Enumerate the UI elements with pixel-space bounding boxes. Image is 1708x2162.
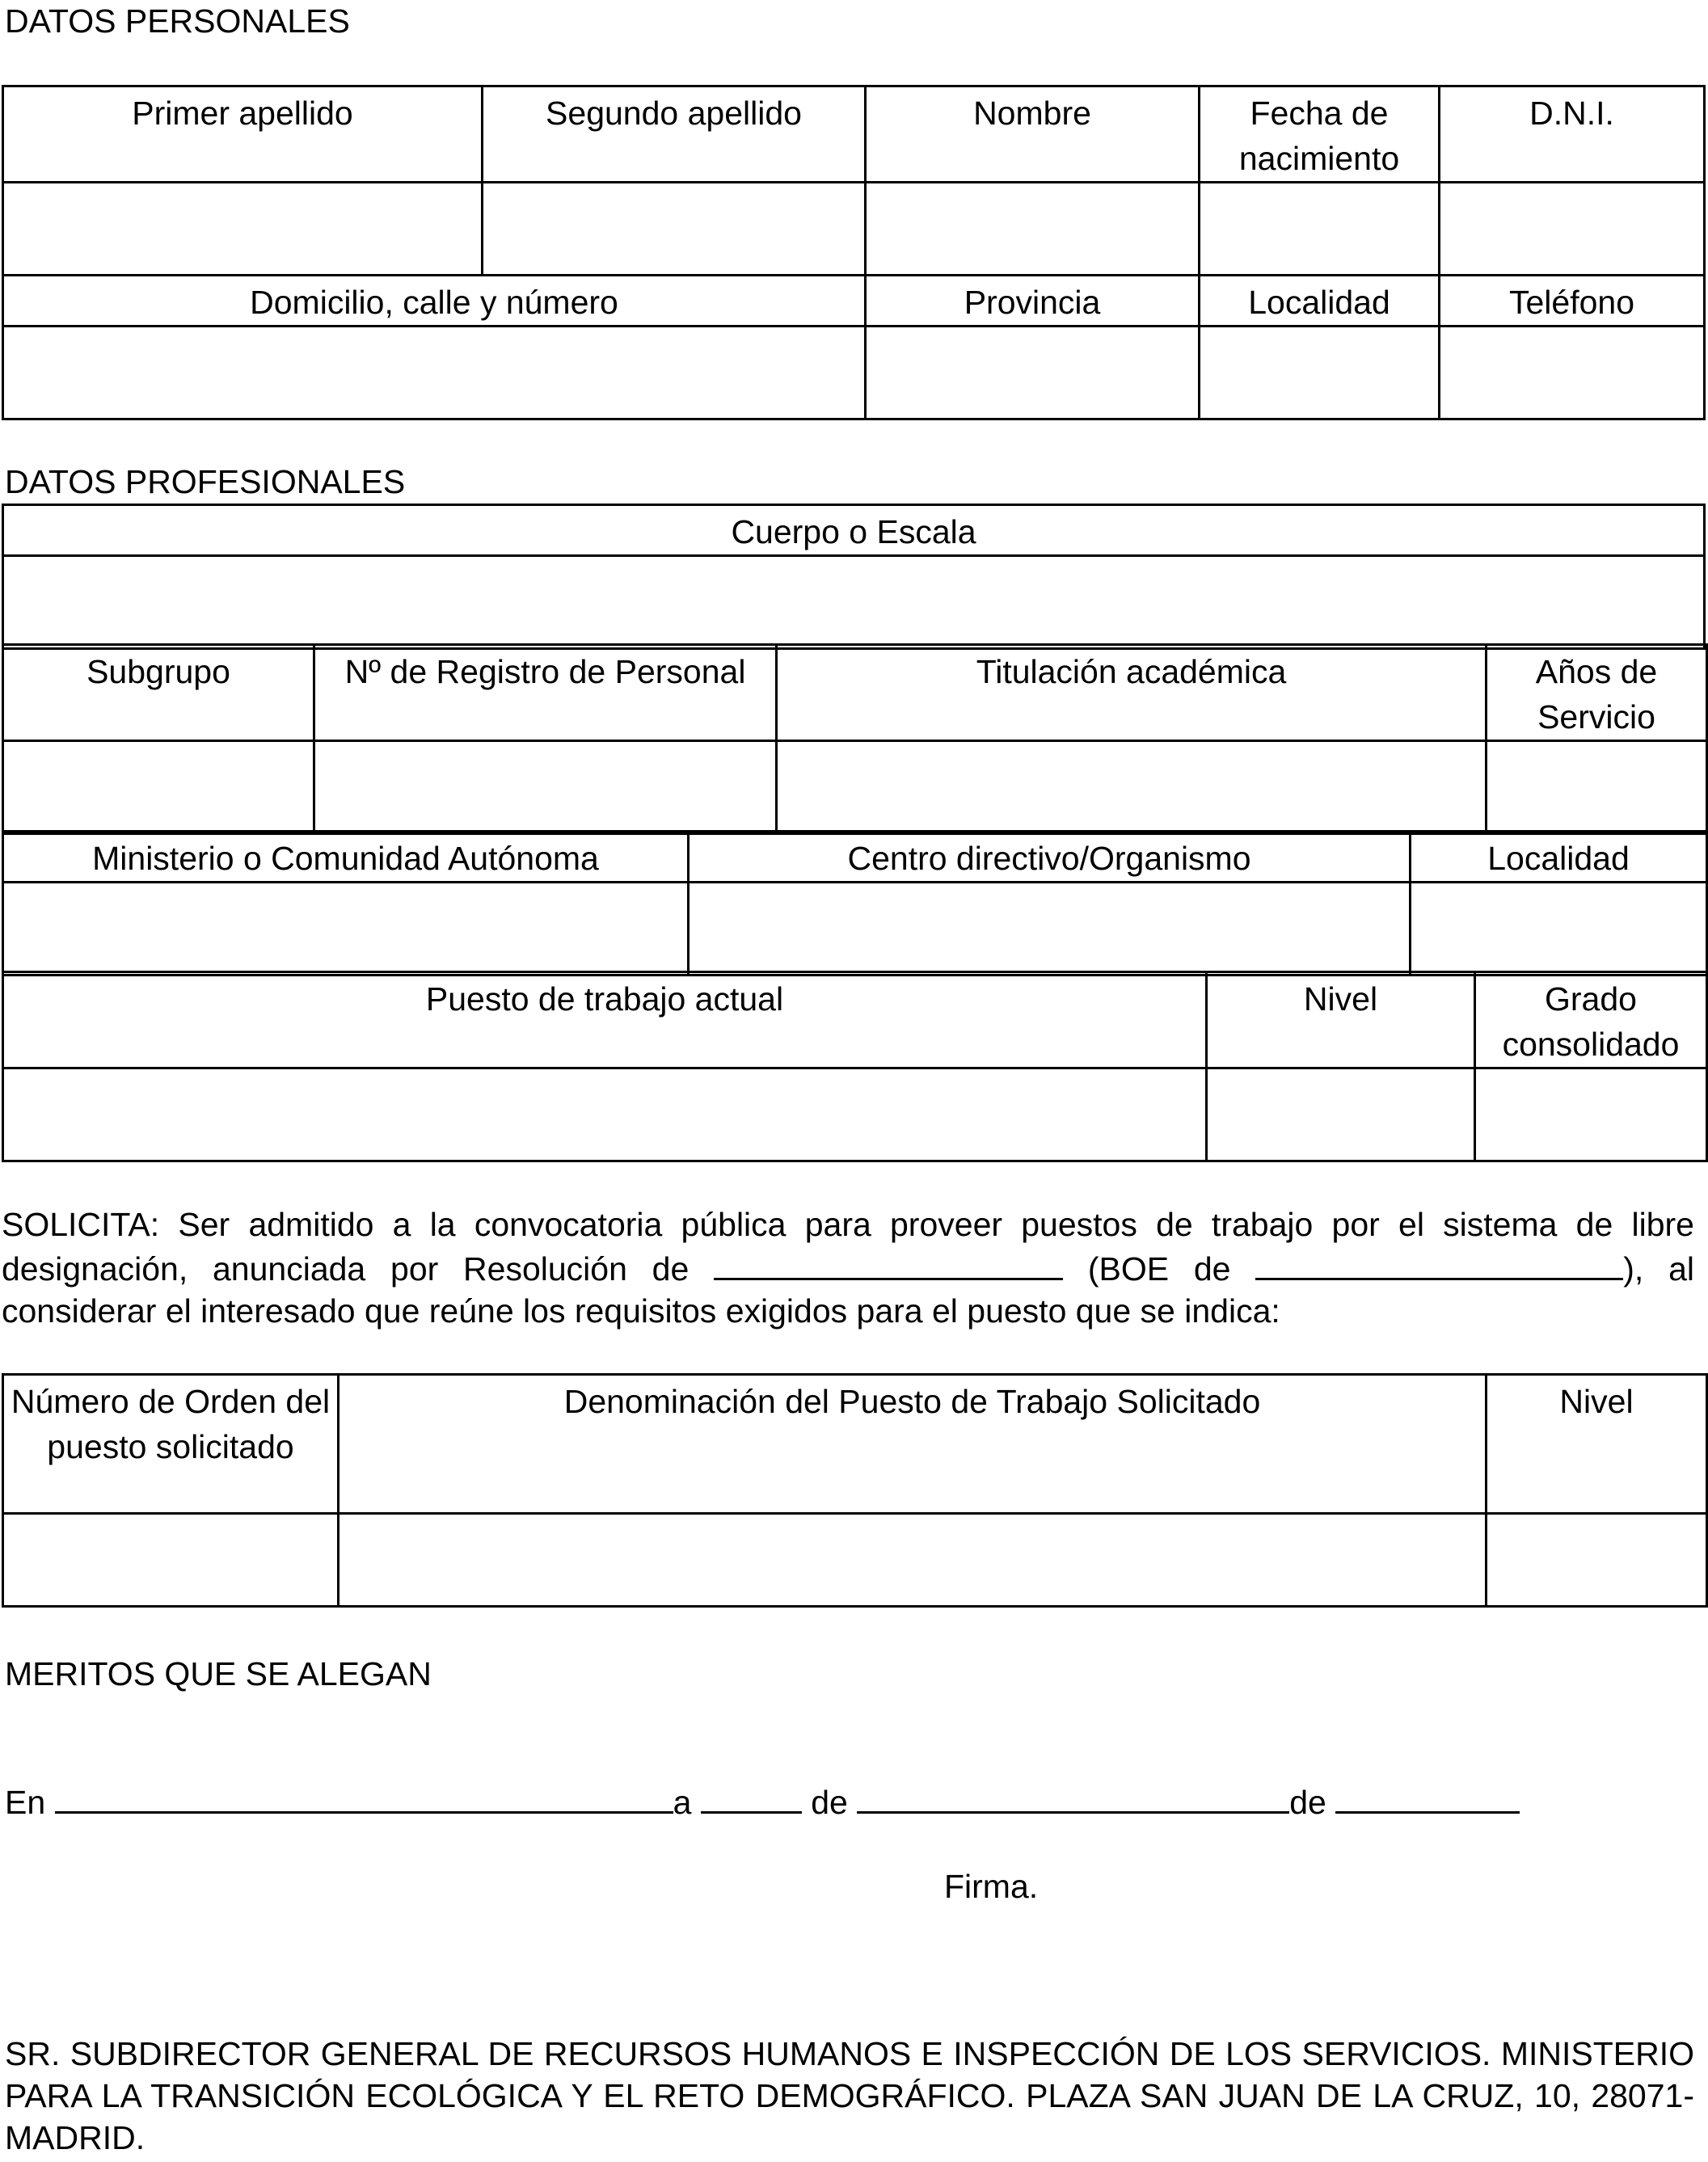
field-segundo-apellido[interactable] <box>483 183 866 276</box>
professional-heading: DATOS PROFESIONALES <box>5 463 406 500</box>
personal-table <box>2 85 1706 420</box>
field-puesto-actual[interactable] <box>3 1068 1207 1161</box>
field-nombre[interactable] <box>866 183 1200 276</box>
header-cuerpo-escala: Cuerpo o Escala <box>3 505 1705 556</box>
header-segundo-apellido: Segundo apellido <box>483 86 866 183</box>
personal-heading: DATOS PERSONALES <box>5 2 350 40</box>
professional-table-cuerpo <box>2 504 1706 650</box>
solicita-text-3: ), al considerar el interesado que reúne los requisitos exigidos para el puesto que se indica: <box>2 1250 1694 1330</box>
field-cuerpo-escala[interactable] <box>3 556 1705 649</box>
field-centro-directivo[interactable] <box>689 883 1411 976</box>
footer-address: SR. SUBDIRECTOR GENERAL DE RECURSOS HUMANOS E INSPECCIÓN DE LOS SERVICIOS. MINISTERIO PARA LA TRANSICIÓN ECOLÓGICA Y EL RETO DEMOGRÁFICO. PLAZA SAN JUAN DE LA CRUZ, 10, 28071-MADRID. <box>5 2035 1694 2156</box>
field-fecha-nacimiento[interactable] <box>1200 183 1440 276</box>
solicita-text-1: SOLICITA: Ser admitido a la convocatoria pública para proveer puestos de trabajo por el sistema de libre designación, anunciada por Resolución de <box>2 1206 1694 1288</box>
resolucion-date-field[interactable] <box>714 1245 1063 1280</box>
field-denominacion-puesto[interactable] <box>339 1514 1487 1607</box>
field-provincia[interactable] <box>866 327 1200 419</box>
field-primer-apellido[interactable] <box>3 183 483 276</box>
field-ministerio[interactable] <box>3 883 689 976</box>
month-field[interactable] <box>857 1779 1289 1814</box>
header-primer-apellido: Primer apellido <box>3 86 483 183</box>
field-nivel-solicitado[interactable] <box>1487 1514 1707 1607</box>
professional-table-puesto-actual <box>2 971 1708 1162</box>
header-centro-directivo: Centro directivo/Organismo <box>689 832 1411 883</box>
field-numero-orden[interactable] <box>3 1514 339 1607</box>
header-titulacion: Titulación académica <box>777 645 1487 741</box>
header-dni: D.N.I. <box>1440 86 1705 183</box>
boe-date-field[interactable] <box>1255 1245 1623 1280</box>
header-localidad: Localidad <box>1200 276 1440 327</box>
sig-en-label: En <box>5 1784 46 1821</box>
header-puesto-actual: Puesto de trabajo actual <box>3 972 1207 1068</box>
header-grado-consolidado: Grado consolidado <box>1475 972 1707 1068</box>
header-anos-servicio: Años de Servicio <box>1487 645 1707 741</box>
field-domicilio[interactable] <box>3 327 866 419</box>
field-titulacion[interactable] <box>777 741 1487 834</box>
header-nivel-actual: Nivel <box>1207 972 1475 1068</box>
header-nombre: Nombre <box>866 86 1200 183</box>
sig-a-label: a <box>673 1784 692 1821</box>
header-domicilio: Domicilio, calle y número <box>3 276 866 327</box>
header-localidad-prof: Localidad <box>1411 832 1707 883</box>
field-localidad[interactable] <box>1200 327 1440 419</box>
header-nivel-solicitado: Nivel <box>1487 1375 1707 1514</box>
header-telefono: Teléfono <box>1440 276 1705 327</box>
sig-de2-label: de <box>1289 1784 1326 1821</box>
header-fecha-nacimiento: Fecha de nacimiento <box>1200 86 1440 183</box>
field-grado-consolidado[interactable] <box>1475 1068 1707 1161</box>
solicita-paragraph <box>2 1203 1694 1332</box>
signature-line <box>5 1779 1520 1825</box>
firma-label: Firma. <box>944 1868 1039 1905</box>
professional-table-subgrupo <box>2 643 1708 835</box>
field-anos-servicio[interactable] <box>1487 741 1707 834</box>
professional-table-ministerio <box>2 830 1708 976</box>
header-subgrupo: Subgrupo <box>3 645 314 741</box>
place-field[interactable] <box>55 1779 673 1814</box>
header-provincia: Provincia <box>866 276 1200 327</box>
field-dni[interactable] <box>1440 183 1705 276</box>
header-numero-orden: Número de Orden del puesto solicitado <box>3 1375 339 1514</box>
header-ministerio: Ministerio o Comunidad Autónoma <box>3 832 689 883</box>
field-localidad-prof[interactable] <box>1411 883 1707 976</box>
header-registro-personal: Nº de Registro de Personal <box>314 645 777 741</box>
meritos-heading: MERITOS QUE SE ALEGAN <box>5 1655 432 1692</box>
sig-de1-label: de <box>811 1784 848 1821</box>
header-denominacion-puesto: Denominación del Puesto de Trabajo Solicitado <box>339 1375 1487 1514</box>
field-telefono[interactable] <box>1440 327 1705 419</box>
day-field[interactable] <box>701 1779 802 1814</box>
field-subgrupo[interactable] <box>3 741 314 834</box>
puesto-solicitado-table <box>2 1373 1708 1608</box>
solicita-text-2: (BOE de <box>1063 1250 1256 1288</box>
field-nivel-actual[interactable] <box>1207 1068 1475 1161</box>
field-registro-personal[interactable] <box>314 741 777 834</box>
year-field[interactable] <box>1335 1779 1520 1814</box>
